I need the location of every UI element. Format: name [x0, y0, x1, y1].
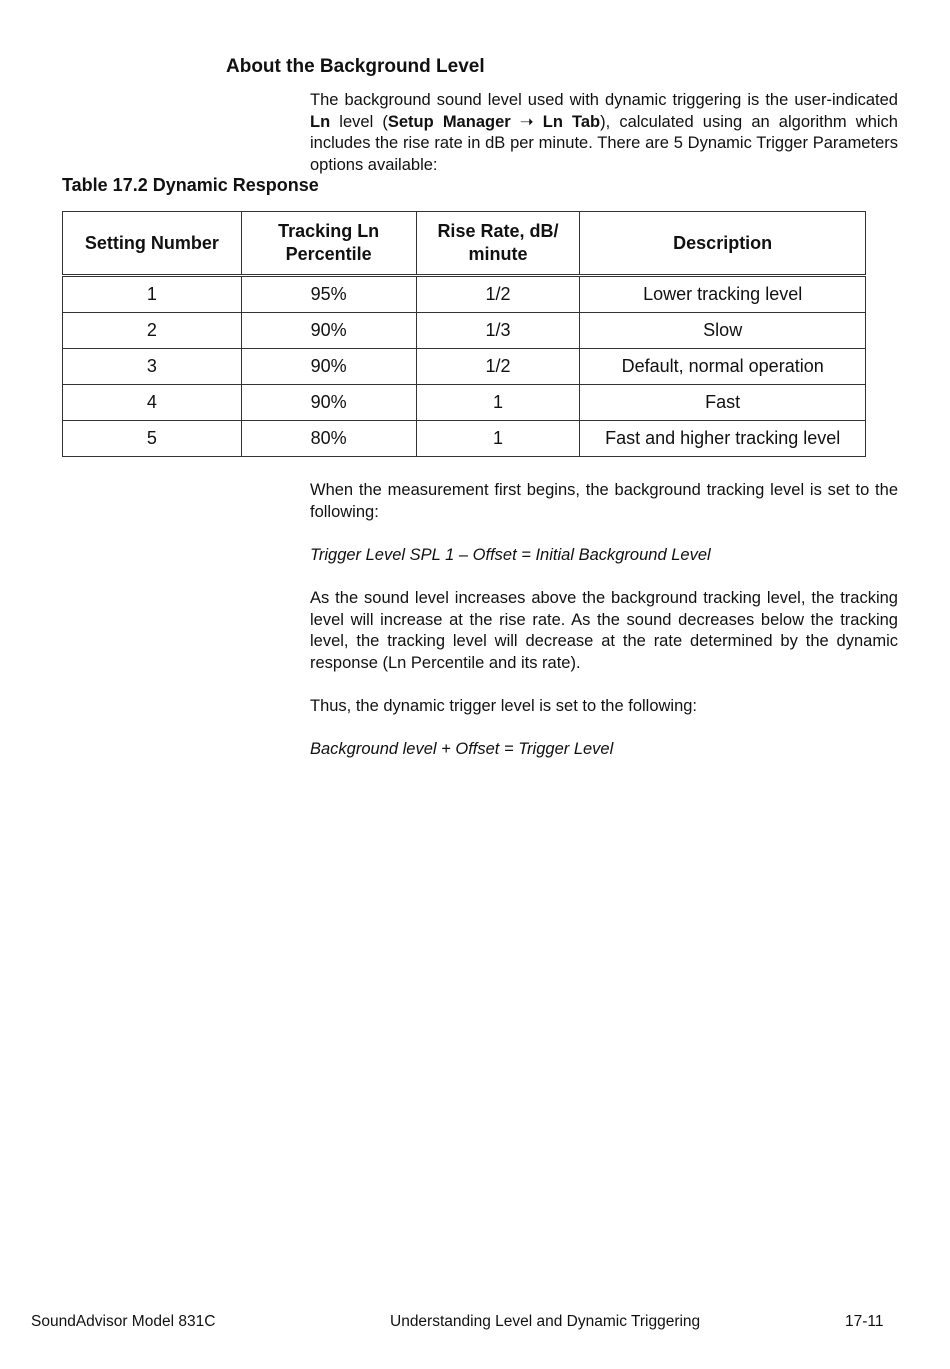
- cell-rise-rate: 1/2: [416, 349, 580, 385]
- intro-bold-ln: Ln: [310, 112, 331, 131]
- cell-description: Slow: [580, 313, 866, 349]
- footer-product-name: SoundAdvisor Model 831C: [31, 1313, 216, 1330]
- paragraph-tracking-behavior: As the sound level increases above the background tracking level, the tracking level will increase at the rise rate. As the sound decreases below the tracking level, the tracking level will decrease at the rate determined by the dynamic response (Ln Percentile and its rate).: [310, 589, 898, 672]
- dynamic-response-table: [62, 211, 866, 457]
- footer-chapter-title: Understanding Level and Dynamic Triggering: [390, 1313, 701, 1330]
- cell-description: Fast: [580, 385, 866, 421]
- cell-tracking-ln: 90%: [241, 349, 416, 385]
- intro-paragraph: [310, 90, 898, 176]
- table-row: [63, 276, 866, 313]
- paragraph-measurement-begins: When the measurement first begins, the background tracking level is set to the following:: [310, 481, 898, 521]
- cell-tracking-ln: 90%: [241, 313, 416, 349]
- cell-rise-rate: 1: [416, 385, 580, 421]
- cell-setting-number: 5: [63, 421, 242, 457]
- header-setting-number: Setting Number: [63, 212, 242, 276]
- formula-initial-background: Trigger Level SPL 1 – Offset = Initial Background Level: [310, 546, 711, 564]
- intro-text-3: ), calculated using an algorithm which includes the rise rate in dB per minute. There are 5 Dynamic Trigger Parameters options available:: [310, 112, 898, 174]
- table-row: [63, 313, 866, 349]
- formula-trigger-level: Background level + Offset = Trigger Level: [310, 740, 614, 758]
- header-tracking-ln-percentile: Tracking Ln Percentile: [241, 212, 416, 276]
- intro-text-2: level (: [330, 112, 388, 131]
- table-row: [63, 349, 866, 385]
- cell-description: Fast and higher tracking level: [580, 421, 866, 457]
- cell-setting-number: 2: [63, 313, 242, 349]
- paragraph-trigger-intro: Thus, the dynamic trigger level is set to the following:: [310, 697, 698, 715]
- cell-tracking-ln: 95%: [241, 276, 416, 313]
- cell-setting-number: 4: [63, 385, 242, 421]
- table-header-row: [63, 212, 866, 276]
- header-rise-rate: Rise Rate, dB/ minute: [416, 212, 580, 276]
- cell-rise-rate: 1/3: [416, 313, 580, 349]
- intro-bold-menu-path: Setup Manager ➝ Ln Tab: [387, 112, 601, 131]
- section-heading: About the Background Level: [226, 56, 485, 77]
- table-row: [63, 385, 866, 421]
- cell-description: Default, normal operation: [580, 349, 866, 385]
- cell-description: Lower tracking level: [580, 276, 866, 313]
- cell-tracking-ln: 90%: [241, 385, 416, 421]
- cell-tracking-ln: 80%: [241, 421, 416, 457]
- cell-setting-number: 3: [63, 349, 242, 385]
- cell-setting-number: 1: [63, 276, 242, 313]
- cell-rise-rate: 1/2: [416, 276, 580, 313]
- table-caption: Table 17.2 Dynamic Response: [62, 175, 319, 195]
- header-description: Description: [580, 212, 866, 276]
- intro-text-1: The background sound level used with dynamic triggering is the user-indicated: [310, 91, 898, 109]
- footer-page-number: 17-11: [845, 1313, 884, 1330]
- cell-rise-rate: 1: [416, 421, 580, 457]
- table-row: [63, 421, 866, 457]
